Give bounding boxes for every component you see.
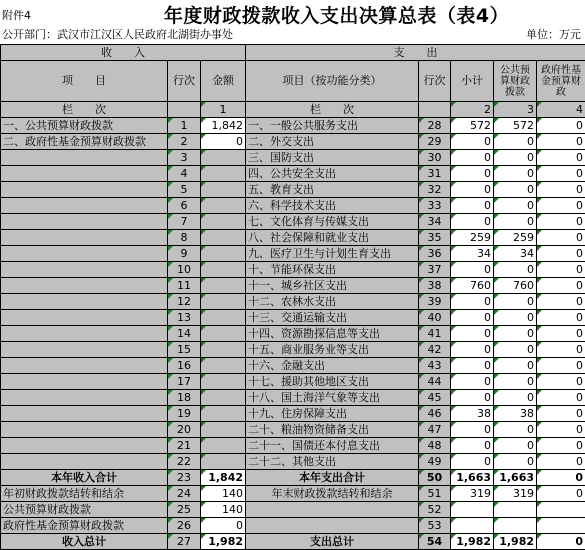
- column-number-3: 3: [494, 102, 537, 118]
- income-line-cell: 1: [168, 118, 201, 134]
- expense-item-cell: 六、科学技术支出: [246, 198, 419, 214]
- expense-line-cell: 46: [419, 406, 451, 422]
- general-budget-cell: 0: [494, 326, 537, 342]
- general-budget-cell: 0: [494, 134, 537, 150]
- fund-budget-cell: 0: [537, 182, 585, 198]
- fund-budget-cell: 0: [537, 406, 585, 422]
- expense-total-line-cell: 53: [419, 518, 451, 534]
- income-amount-cell: [201, 342, 246, 358]
- subtotal-cell: 0: [451, 182, 494, 198]
- blank-cell: [419, 102, 451, 118]
- total-general-cell: 1,982: [494, 534, 537, 550]
- income-line-cell: 13: [168, 310, 201, 326]
- fund-budget-cell: 0: [537, 150, 585, 166]
- general-budget-cell: 0: [494, 214, 537, 230]
- income-amount-cell: [201, 246, 246, 262]
- general-budget-header: 公共预算财政拨款: [494, 61, 537, 102]
- income-line-cell: 8: [168, 230, 201, 246]
- table-row: [1, 454, 585, 470]
- income-item-cell: [1, 438, 168, 454]
- table-row: [1, 246, 585, 262]
- subtotal-cell: 34: [451, 246, 494, 262]
- income-amount-cell: [201, 358, 246, 374]
- income-line-cell: 9: [168, 246, 201, 262]
- general-budget-cell: 0: [494, 422, 537, 438]
- income-line-cell: 20: [168, 422, 201, 438]
- income-line-cell: 12: [168, 294, 201, 310]
- general-budget-cell: 259: [494, 230, 537, 246]
- fund-budget-cell: 0: [537, 278, 585, 294]
- expense-line-cell: 30: [419, 150, 451, 166]
- income-total-line-cell: 23: [168, 470, 201, 486]
- subtotal-cell: 0: [451, 198, 494, 214]
- income-amount-cell: [201, 326, 246, 342]
- total-row: [1, 470, 585, 486]
- expense-line-cell: 35: [419, 230, 451, 246]
- expense-item-cell: 二、外交支出: [246, 134, 419, 150]
- income-item-cell: [1, 150, 168, 166]
- income-total-item-cell: 本年收入合计: [1, 470, 168, 486]
- column-number-row: [1, 102, 585, 118]
- income-line-cell: 17: [168, 374, 201, 390]
- column-number-4: 4: [537, 102, 585, 118]
- subtotal-cell: 0: [451, 454, 494, 470]
- general-budget-cell: 0: [494, 150, 537, 166]
- expense-line-cell: 37: [419, 262, 451, 278]
- expense-group-header: 支 出: [246, 45, 585, 61]
- expense-line-cell: 36: [419, 246, 451, 262]
- subtotal-cell: 259: [451, 230, 494, 246]
- income-item-header: 项 目: [1, 61, 168, 102]
- income-amount-cell: [201, 438, 246, 454]
- fund-budget-cell: 0: [537, 326, 585, 342]
- income-line-cell: 4: [168, 166, 201, 182]
- subtotal-cell: 0: [451, 438, 494, 454]
- table-row: [1, 118, 585, 134]
- income-item-cell: [1, 278, 168, 294]
- expense-line-cell: 44: [419, 374, 451, 390]
- total-fund-cell: [537, 518, 585, 534]
- expense-item-cell: 十五、商业服务业等支出: [246, 342, 419, 358]
- table-row: [1, 214, 585, 230]
- income-amount-cell: [201, 262, 246, 278]
- total-subtotal-cell: 319: [451, 486, 494, 502]
- expense-line-cell: 29: [419, 134, 451, 150]
- expense-total-line-cell: 50: [419, 470, 451, 486]
- income-amount-cell: [201, 150, 246, 166]
- total-fund-cell: 0: [537, 470, 585, 486]
- income-item-cell: [1, 166, 168, 182]
- subtotal-cell: 0: [451, 342, 494, 358]
- expense-item-cell: 九、医疗卫生与计划生育支出: [246, 246, 419, 262]
- table-row: [1, 198, 585, 214]
- income-line-cell: 14: [168, 326, 201, 342]
- income-total-item-cell: 公共预算财政拨款: [1, 502, 168, 518]
- income-total-amount-cell: 1,842: [201, 470, 246, 486]
- general-budget-cell: 0: [494, 454, 537, 470]
- income-amount-cell: [201, 374, 246, 390]
- fund-budget-cell: 0: [537, 214, 585, 230]
- expense-item-cell: 二十二、其他支出: [246, 454, 419, 470]
- fund-budget-cell: 0: [537, 454, 585, 470]
- income-amount-cell: [201, 310, 246, 326]
- income-total-line-cell: 24: [168, 486, 201, 502]
- income-total-item-cell: 收入总计: [1, 534, 168, 550]
- income-total-amount-cell: 0: [201, 518, 246, 534]
- income-item-cell: 二、政府性基金预算财政拨款: [1, 134, 168, 150]
- income-line-cell: 19: [168, 406, 201, 422]
- table-row: [1, 374, 585, 390]
- expense-item-cell: 十九、住房保障支出: [246, 406, 419, 422]
- general-budget-cell: 0: [494, 310, 537, 326]
- income-line-cell: 10: [168, 262, 201, 278]
- expense-item-cell: 十六、金融支出: [246, 358, 419, 374]
- income-amount-cell: [201, 198, 246, 214]
- page-title: [0, 1, 585, 28]
- expense-total-line-cell: 54: [419, 534, 451, 550]
- fund-budget-header: 政府性基金预算财政: [537, 61, 585, 102]
- income-item-cell: [1, 342, 168, 358]
- income-amount-cell: [201, 230, 246, 246]
- income-amount-cell: 1,842: [201, 118, 246, 134]
- expense-item-cell: 三、国防支出: [246, 150, 419, 166]
- subtotal-cell: 0: [451, 390, 494, 406]
- table-row: [1, 230, 585, 246]
- income-line-cell: 22: [168, 454, 201, 470]
- unit-label: 单位：万元: [526, 26, 581, 42]
- expense-item-cell: 二十、粮油物资储备支出: [246, 422, 419, 438]
- page-title-text: 年度财政拨款收入支出决算总表（表4）: [164, 1, 509, 28]
- income-total-amount-cell: 140: [201, 502, 246, 518]
- expense-line-cell: 41: [419, 326, 451, 342]
- fund-budget-cell: 0: [537, 390, 585, 406]
- table-row: [1, 438, 585, 454]
- subtotal-cell: 0: [451, 310, 494, 326]
- income-total-line-cell: 25: [168, 502, 201, 518]
- subtotal-cell: 0: [451, 294, 494, 310]
- total-row: [1, 534, 585, 550]
- income-amount-cell: [201, 182, 246, 198]
- fund-budget-cell: 0: [537, 118, 585, 134]
- expense-item-header: 项目（按功能分类）: [246, 61, 419, 102]
- subtotal-cell: 0: [451, 214, 494, 230]
- table-row: [1, 134, 585, 150]
- column-number-2: 2: [451, 102, 494, 118]
- column-header-row: [1, 61, 585, 102]
- income-item-cell: [1, 262, 168, 278]
- income-line-header: 行次: [168, 61, 201, 102]
- expense-total-line-cell: 51: [419, 486, 451, 502]
- subtotal-cell: 0: [451, 326, 494, 342]
- total-general-cell: [494, 518, 537, 534]
- income-amount-cell: [201, 278, 246, 294]
- total-general-cell: 319: [494, 486, 537, 502]
- income-item-cell: [1, 374, 168, 390]
- expense-line-cell: 39: [419, 294, 451, 310]
- total-fund-cell: [537, 502, 585, 518]
- total-subtotal-cell: [451, 518, 494, 534]
- expense-item-cell: 十二、农林水支出: [246, 294, 419, 310]
- fund-budget-cell: 0: [537, 246, 585, 262]
- fund-budget-cell: 0: [537, 358, 585, 374]
- general-budget-cell: 34: [494, 246, 537, 262]
- expense-line-cell: 49: [419, 454, 451, 470]
- fund-budget-cell: 0: [537, 374, 585, 390]
- income-line-cell: 7: [168, 214, 201, 230]
- expense-item-cell: 七、文化体育与传媒支出: [246, 214, 419, 230]
- income-item-cell: [1, 182, 168, 198]
- expense-total-item-cell: 年末财政拨款结转和结余: [246, 486, 419, 502]
- income-total-amount-cell: 140: [201, 486, 246, 502]
- expense-item-cell: 十七、援助其他地区支出: [246, 374, 419, 390]
- expense-total-line-cell: 52: [419, 502, 451, 518]
- table-row: [1, 294, 585, 310]
- fund-budget-cell: 0: [537, 198, 585, 214]
- expense-line-cell: 43: [419, 358, 451, 374]
- expense-item-cell: 四、公共安全支出: [246, 166, 419, 182]
- expense-line-cell: 32: [419, 182, 451, 198]
- subtotal-cell: 0: [451, 166, 494, 182]
- general-budget-cell: 0: [494, 166, 537, 182]
- total-fund-cell: 0: [537, 486, 585, 502]
- expense-item-cell: 十、节能环保支出: [246, 262, 419, 278]
- total-subtotal-cell: 1,982: [451, 534, 494, 550]
- income-item-cell: [1, 406, 168, 422]
- table-row: [1, 342, 585, 358]
- table-row: [1, 406, 585, 422]
- expense-item-cell: 十三、交通运输支出: [246, 310, 419, 326]
- fund-budget-cell: 0: [537, 230, 585, 246]
- total-general-cell: [494, 502, 537, 518]
- income-item-cell: [1, 294, 168, 310]
- expense-item-cell: 八、社会保障和就业支出: [246, 230, 419, 246]
- income-total-line-cell: 27: [168, 534, 201, 550]
- income-line-cell: 5: [168, 182, 201, 198]
- expense-line-cell: 33: [419, 198, 451, 214]
- table-row: [1, 422, 585, 438]
- income-amount-cell: [201, 422, 246, 438]
- general-budget-cell: 572: [494, 118, 537, 134]
- income-item-cell: 一、公共预算财政拨款: [1, 118, 168, 134]
- expense-line-cell: 48: [419, 438, 451, 454]
- total-subtotal-cell: 1,663: [451, 470, 494, 486]
- expense-item-cell: 十八、国土海洋气象等支出: [246, 390, 419, 406]
- expense-item-cell: 二十一、国债还本付息支出: [246, 438, 419, 454]
- fund-budget-cell: 0: [537, 262, 585, 278]
- general-budget-cell: 38: [494, 406, 537, 422]
- fund-budget-cell: 0: [537, 438, 585, 454]
- total-general-cell: 1,663: [494, 470, 537, 486]
- table-row: [1, 278, 585, 294]
- department-label: 公开部门：武汉市江汉区人民政府北湖街办事处: [2, 26, 233, 42]
- expense-line-cell: 38: [419, 278, 451, 294]
- subtotal-cell: 0: [451, 374, 494, 390]
- general-budget-cell: 760: [494, 278, 537, 294]
- table-row: [1, 166, 585, 182]
- expense-total-item-cell: 本年支出合计: [246, 470, 419, 486]
- table-row: [1, 358, 585, 374]
- total-row: [1, 518, 585, 534]
- general-budget-cell: 0: [494, 262, 537, 278]
- income-total-item-cell: 政府性基金预算财政拨款: [1, 518, 168, 534]
- fund-budget-cell: 0: [537, 294, 585, 310]
- income-total-line-cell: 26: [168, 518, 201, 534]
- income-label-row-cell: 栏 次: [1, 102, 168, 118]
- income-amount-cell: [201, 214, 246, 230]
- subtotal-cell: 572: [451, 118, 494, 134]
- expense-line-cell: 34: [419, 214, 451, 230]
- income-item-cell: [1, 310, 168, 326]
- income-amount-cell: [201, 406, 246, 422]
- general-budget-cell: 0: [494, 390, 537, 406]
- expense-total-item-cell: [246, 502, 419, 518]
- subtotal-cell: 0: [451, 150, 494, 166]
- subtotal-header: 小计: [451, 61, 494, 102]
- income-item-cell: [1, 214, 168, 230]
- table-row: [1, 310, 585, 326]
- income-amount-cell: [201, 166, 246, 182]
- subtotal-cell: 0: [451, 262, 494, 278]
- income-line-cell: 11: [168, 278, 201, 294]
- column-number-1: 1: [201, 102, 246, 118]
- table-row: [1, 182, 585, 198]
- general-budget-cell: 0: [494, 198, 537, 214]
- expense-line-cell: 40: [419, 310, 451, 326]
- expense-label-row-cell: 栏 次: [246, 102, 419, 118]
- table-row: [1, 390, 585, 406]
- general-budget-cell: 0: [494, 358, 537, 374]
- income-item-cell: [1, 230, 168, 246]
- subtotal-cell: 760: [451, 278, 494, 294]
- table-row: [1, 262, 585, 278]
- attachment-label: 附件4: [2, 7, 31, 23]
- income-line-cell: 15: [168, 342, 201, 358]
- blank-cell: [168, 102, 201, 118]
- subtotal-cell: 0: [451, 358, 494, 374]
- general-budget-cell: 0: [494, 342, 537, 358]
- income-item-cell: [1, 358, 168, 374]
- income-total-item-cell: 年初财政拨款结转和结余: [1, 486, 168, 502]
- income-amount-cell: [201, 390, 246, 406]
- expense-total-item-cell: 支出总计: [246, 534, 419, 550]
- fund-budget-cell: 0: [537, 310, 585, 326]
- income-item-cell: [1, 246, 168, 262]
- expense-line-cell: 42: [419, 342, 451, 358]
- general-budget-cell: 0: [494, 374, 537, 390]
- expense-total-item-cell: [246, 518, 419, 534]
- income-item-cell: [1, 422, 168, 438]
- expense-line-cell: 28: [419, 118, 451, 134]
- fund-budget-cell: 0: [537, 134, 585, 150]
- total-subtotal-cell: [451, 502, 494, 518]
- income-total-amount-cell: 1,982: [201, 534, 246, 550]
- income-item-cell: [1, 390, 168, 406]
- subtotal-cell: 0: [451, 134, 494, 150]
- subtotal-cell: 38: [451, 406, 494, 422]
- expense-line-cell: 45: [419, 390, 451, 406]
- expense-item-cell: 一、一般公共服务支出: [246, 118, 419, 134]
- income-amount-cell: 0: [201, 134, 246, 150]
- income-group-header: 收 入: [1, 45, 246, 61]
- income-line-cell: 3: [168, 150, 201, 166]
- table-row: [1, 326, 585, 342]
- total-fund-cell: 0: [537, 534, 585, 550]
- fund-budget-cell: 0: [537, 342, 585, 358]
- group-header-row: [1, 45, 585, 61]
- income-line-cell: 6: [168, 198, 201, 214]
- budget-table: [0, 44, 585, 550]
- expense-line-header: 行次: [419, 61, 451, 102]
- income-line-cell: 18: [168, 390, 201, 406]
- expense-item-cell: 十一、城乡社区支出: [246, 278, 419, 294]
- expense-line-cell: 47: [419, 422, 451, 438]
- income-line-cell: 16: [168, 358, 201, 374]
- fund-budget-cell: 0: [537, 422, 585, 438]
- expense-line-cell: 31: [419, 166, 451, 182]
- income-amount-cell: [201, 454, 246, 470]
- income-item-cell: [1, 198, 168, 214]
- income-item-cell: [1, 326, 168, 342]
- general-budget-cell: 0: [494, 294, 537, 310]
- total-row: [1, 502, 585, 518]
- income-amount-cell: [201, 294, 246, 310]
- income-amount-header: 金额: [201, 61, 246, 102]
- expense-item-cell: 五、教育支出: [246, 182, 419, 198]
- income-item-cell: [1, 454, 168, 470]
- income-line-cell: 21: [168, 438, 201, 454]
- subtotal-cell: 0: [451, 422, 494, 438]
- total-row: [1, 486, 585, 502]
- fund-budget-cell: 0: [537, 166, 585, 182]
- general-budget-cell: 0: [494, 438, 537, 454]
- expense-item-cell: 十四、资源勘探信息等支出: [246, 326, 419, 342]
- table-row: [1, 150, 585, 166]
- income-line-cell: 2: [168, 134, 201, 150]
- general-budget-cell: 0: [494, 182, 537, 198]
